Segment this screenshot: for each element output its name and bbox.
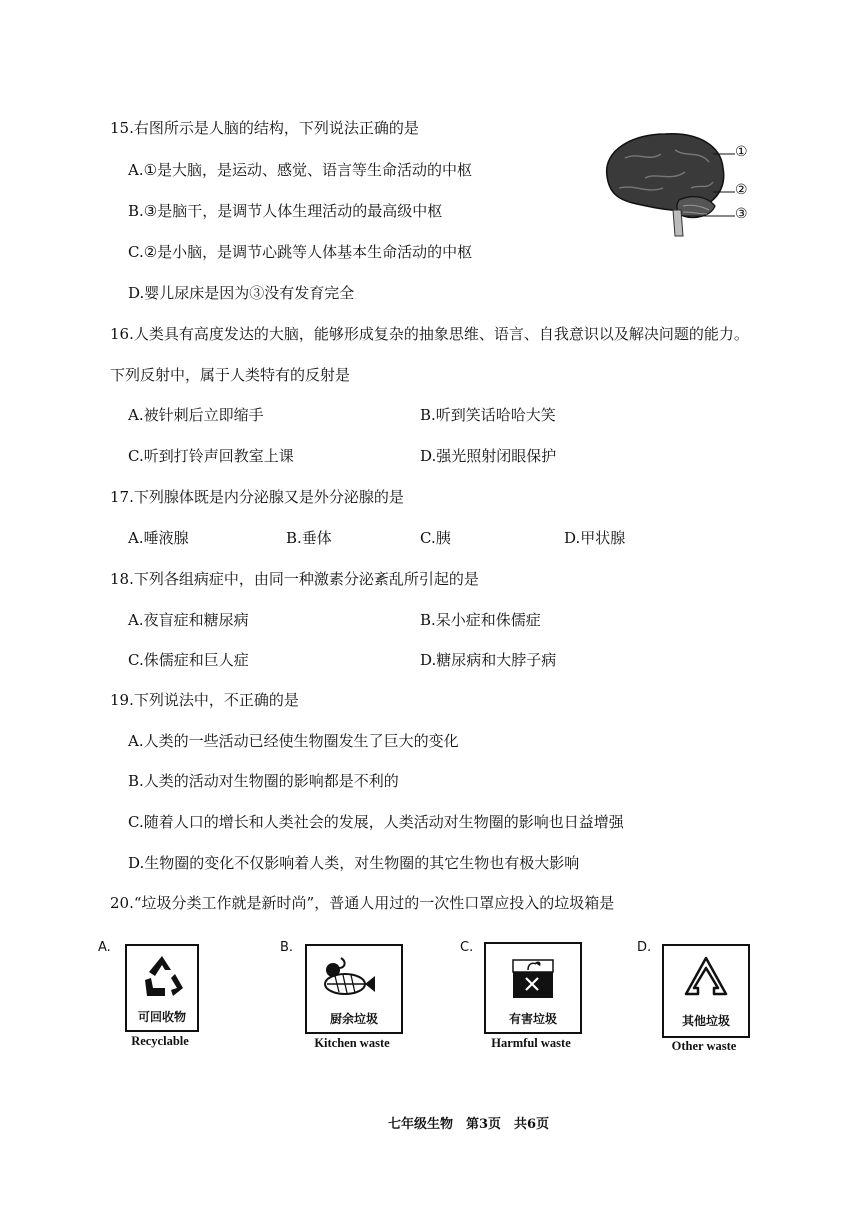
q18-option-c: C.侏儒症和巨人症 (128, 651, 249, 669)
q17-option-c: C.胰 (420, 529, 451, 547)
q18-option-d: D.糖尿病和大脖子病 (420, 651, 557, 669)
q16-option-c: C.听到打铃声回教室上课 (128, 447, 294, 465)
q18-stem: 18.下列各组病症中，由同一种激素分泌紊乱所引起的是 (110, 570, 479, 588)
bin-a-label-en: Recyclable (131, 1034, 189, 1048)
bin-d-label-cn: 其他垃圾 (681, 1014, 730, 1028)
bin-a-label-cn: 可回收物 (137, 1010, 186, 1024)
bin-b-kitchen (305, 944, 403, 1034)
q16-option-a: A.被针刺后立即缩手 (128, 406, 264, 424)
hazard-icon (486, 946, 580, 1006)
q16-option-d: D.强光照射闭眼保护 (420, 447, 557, 465)
q19-option-d: D.生物圈的变化不仅影响着人类，对生物圈的其它生物也有极大影响 (128, 854, 580, 872)
q19-option-c: C.随着人口的增长和人类社会的发展，人类活动对生物圈的影响也日益增强 (128, 813, 624, 831)
q16-option-b: B.听到笑话哈哈大笑 (420, 406, 556, 424)
q19-option-b: B.人类的活动对生物圈的影响都是不利的 (128, 772, 399, 790)
q15-option-c: C.②是小脑，是调节心跳等人体基本生命活动的中枢 (128, 243, 473, 261)
brain-marker-3: ③ (735, 206, 748, 222)
bin-b-letter: B. (280, 940, 294, 955)
bin-b-label-cn: 厨余垃圾 (329, 1012, 378, 1026)
bin-c-harmful (484, 942, 582, 1034)
other-waste-icon (664, 950, 748, 1010)
q15-stem: 15.右图所示是人脑的结构，下列说法正确的是 (110, 119, 419, 137)
q19-option-a: A.人类的一些活动已经使生物圈发生了巨大的变化 (128, 732, 459, 750)
bin-a-letter: A. (98, 940, 111, 955)
q17-stem: 17.下列腺体既是内分泌腺又是外分泌腺的是 (110, 488, 404, 506)
q20-stem: 20.“垃圾分类工作就是新时尚”，普通人用过的一次性口罩应投入的垃圾箱是 (110, 894, 615, 912)
bin-a-recyclable (125, 944, 199, 1032)
fish-bone-icon (307, 948, 401, 1008)
q19-stem: 19.下列说法中，不正确的是 (110, 691, 299, 709)
bin-c-letter: C. (460, 940, 474, 955)
bin-c-label-cn: 有害垃圾 (508, 1012, 557, 1026)
bin-c-label-en: Harmful waste (491, 1036, 571, 1050)
q15-option-d: D.婴儿尿床是因为③没有发育完全 (128, 284, 355, 302)
q16-stem-line2: 下列反射中，属于人类特有的反射是 (110, 366, 351, 384)
bin-d-label-en: Other waste (671, 1039, 737, 1053)
bin-b-label-en: Kitchen waste (314, 1036, 390, 1050)
recycle-icon (127, 948, 197, 1008)
brain-marker-1: ① (735, 144, 748, 160)
q17-option-b: B.垂体 (286, 529, 332, 547)
brain-figure (595, 128, 765, 246)
q17-option-d: D.甲状腺 (564, 529, 626, 547)
page-footer: 七年级生物 第3页 共6页 (388, 1117, 550, 1132)
brain-marker-2: ② (735, 182, 748, 198)
q18-option-a: A.夜盲症和糖尿病 (128, 611, 249, 629)
bin-d-other (662, 944, 750, 1038)
q16-stem-line1: 16.人类具有高度发达的大脑，能够形成复杂的抽象思维、语言、自我意识以及解决问题的能力。 (110, 325, 749, 343)
q18-option-b: B.呆小症和侏儒症 (420, 611, 541, 629)
q17-option-a: A.唾液腺 (128, 529, 189, 547)
bin-d-letter: D. (637, 940, 652, 955)
q15-option-a: A.①是大脑，是运动、感觉、语言等生命活动的中枢 (128, 161, 473, 179)
q15-option-b: B.③是脑干，是调节人体生理活动的最高级中枢 (128, 202, 443, 220)
